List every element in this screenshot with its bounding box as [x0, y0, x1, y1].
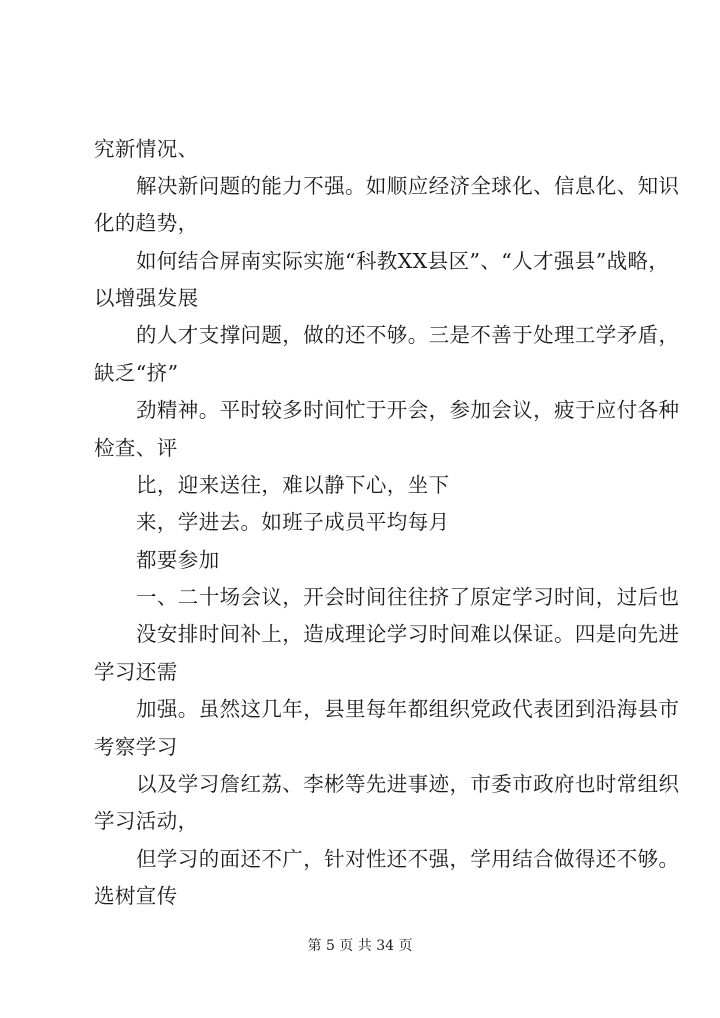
text-line-11: 来，学进去。如班子成员平均每月 [136, 510, 450, 534]
text-line-17: 考察学习 [94, 735, 178, 759]
text-line-6: 的人才支撑问题，做的还不够。三是不善于处理工学矛盾， [136, 323, 680, 347]
text-line-10: 比，迎来送往，难以静下心，坐下 [136, 473, 450, 497]
text-line-16: 加强。虽然这几年，县里每年都组织党政代表团到沿海县市 [136, 697, 680, 721]
text-line-21: 选树宣传 [94, 884, 178, 908]
text-line-5: 以增强发展 [94, 286, 199, 310]
text-line-18: 以及学习詹红荔、李彬等先进事迹，市委市政府也时常组织 [136, 772, 680, 796]
text-line-9: 检查、评 [94, 436, 178, 460]
text-line-2: 解决新问题的能力不强。如顺应经济全球化、信息化、知识 [136, 174, 680, 198]
text-line-7: 缺乏“挤” [94, 361, 179, 385]
text-line-19: 学习活动， [94, 809, 199, 833]
page-number-footer: 第 5 页 共 34 页 [307, 938, 413, 954]
text-line-8: 劲精神。平时较多时间忙于开会，参加会议，疲于应付各种 [136, 398, 680, 422]
text-line-1: 究新情况、 [94, 137, 199, 161]
text-line-13: 一、二十场会议，开会时间往往挤了原定学习时间，过后也 [136, 585, 680, 609]
text-line-15: 学习还需 [94, 660, 178, 684]
text-line-3: 化的趋势， [94, 211, 199, 235]
text-line-4: 如何结合屏南实际实施“科教XX县区”、“人才强县”战略， [136, 249, 670, 273]
text-line-14: 没安排时间补上，造成理论学习时间难以保证。四是向先进 [136, 622, 680, 646]
text-line-20: 但学习的面还不广，针对性还不强，学用结合做得还不够。 [136, 847, 680, 871]
text-line-12: 都要参加 [136, 548, 220, 572]
